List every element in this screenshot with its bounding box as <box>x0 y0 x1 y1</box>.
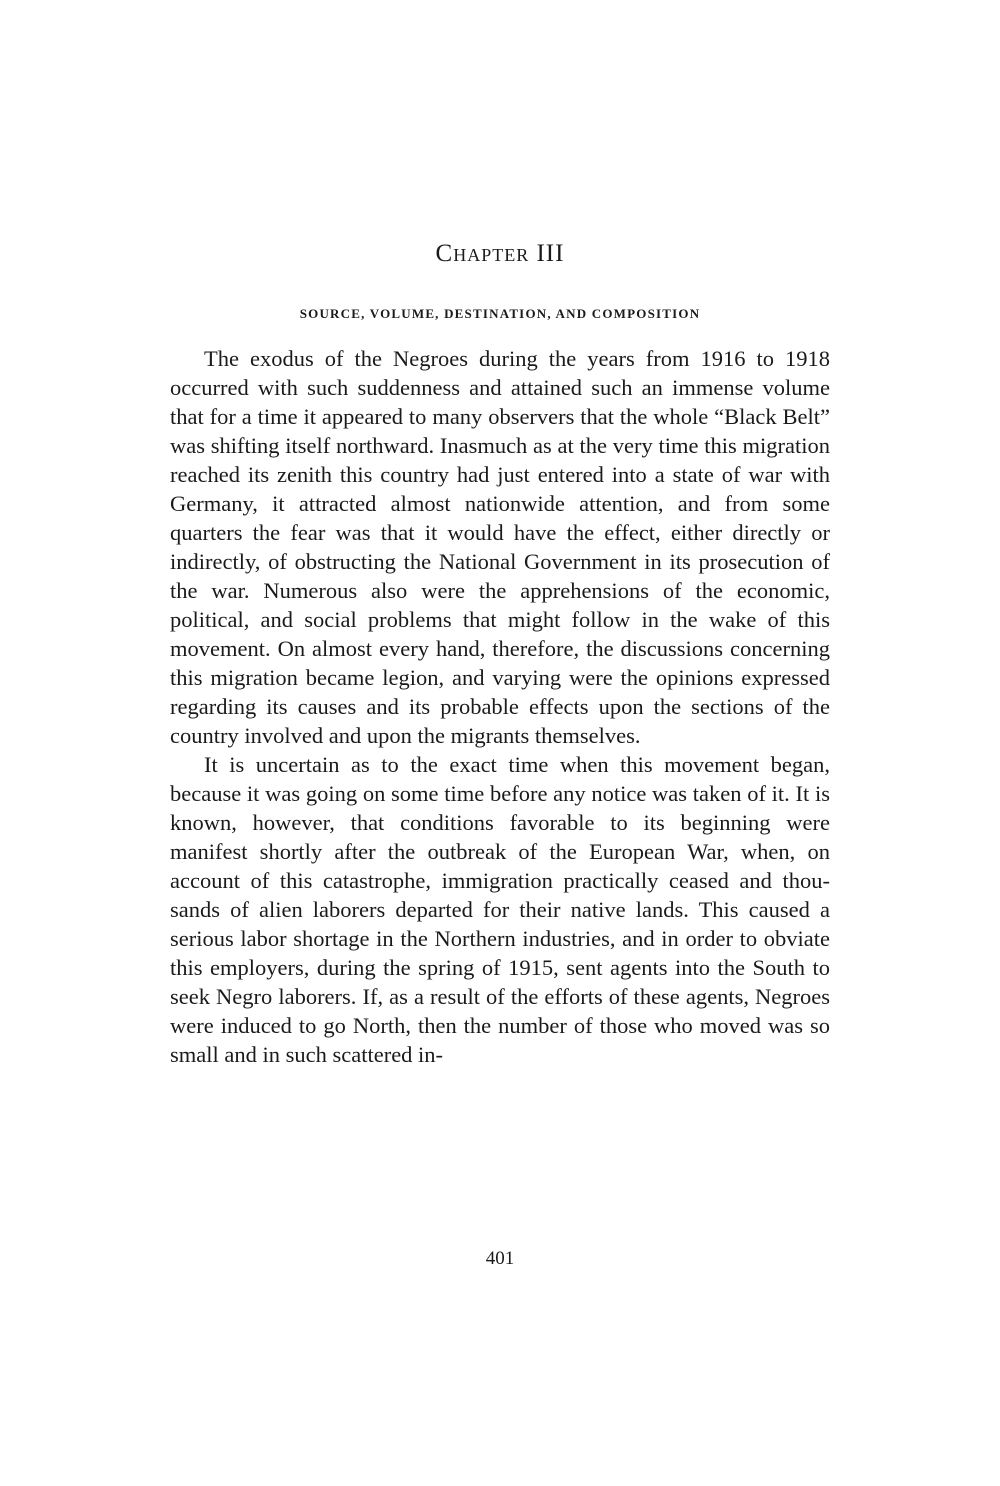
paragraph: The exodus of the Negroes during the years from 1916 to 1918 occurred with such suddenness and attained such an immense volume that for a time it appeared to many observers that the whole “Black Belt” was shifting itself northward. Inasmuch as at the very time this migration reached its zenith this country had just entered into a state of war with Germany, it attracted almost nationwide attention, and from some quarters the fear was that it would have the effect, either directly or indirectly, of obstructing the National Government in its prosecution of the war. Numerous also were the apprehensions of the economic, political, and social problems that might follow in the wake of this movement. On almost every hand, therefore, the discussions concerning this migration became legion, and varying were the opinions expressed regarding its causes and its probable effects upon the sections of the country involved and upon the migrants themselves. <box>170 346 830 748</box>
book-page <box>170 0 830 1486</box>
chapter-heading: Chapter III <box>435 240 565 267</box>
paragraph: It is uncertain as to the exact time when this movement began, because it was going on some time before any notice was taken of it. It is known, however, that conditions favorable to its beginning were manifest shortly after the outbreak of the European War, when, on account of this catastrophe, immigration practically ceased and thousands of alien laborers departed for their native lands. This caused a serious labor shortage in the Northern industries, and in order to obviate this employers, during the spring of 1915, sent agents into the South to seek Negro laborers. If, as a result of the efforts of these agents, Negroes were induced to go North, then the number of those who moved was so small and in such scattered in- <box>170 752 830 1067</box>
chapter-subtitle: SOURCE, VOLUME, DESTINATION, AND COMPOSITION <box>299 306 701 321</box>
page-number: 401 <box>485 1248 515 1269</box>
body-text <box>170 344 830 1069</box>
